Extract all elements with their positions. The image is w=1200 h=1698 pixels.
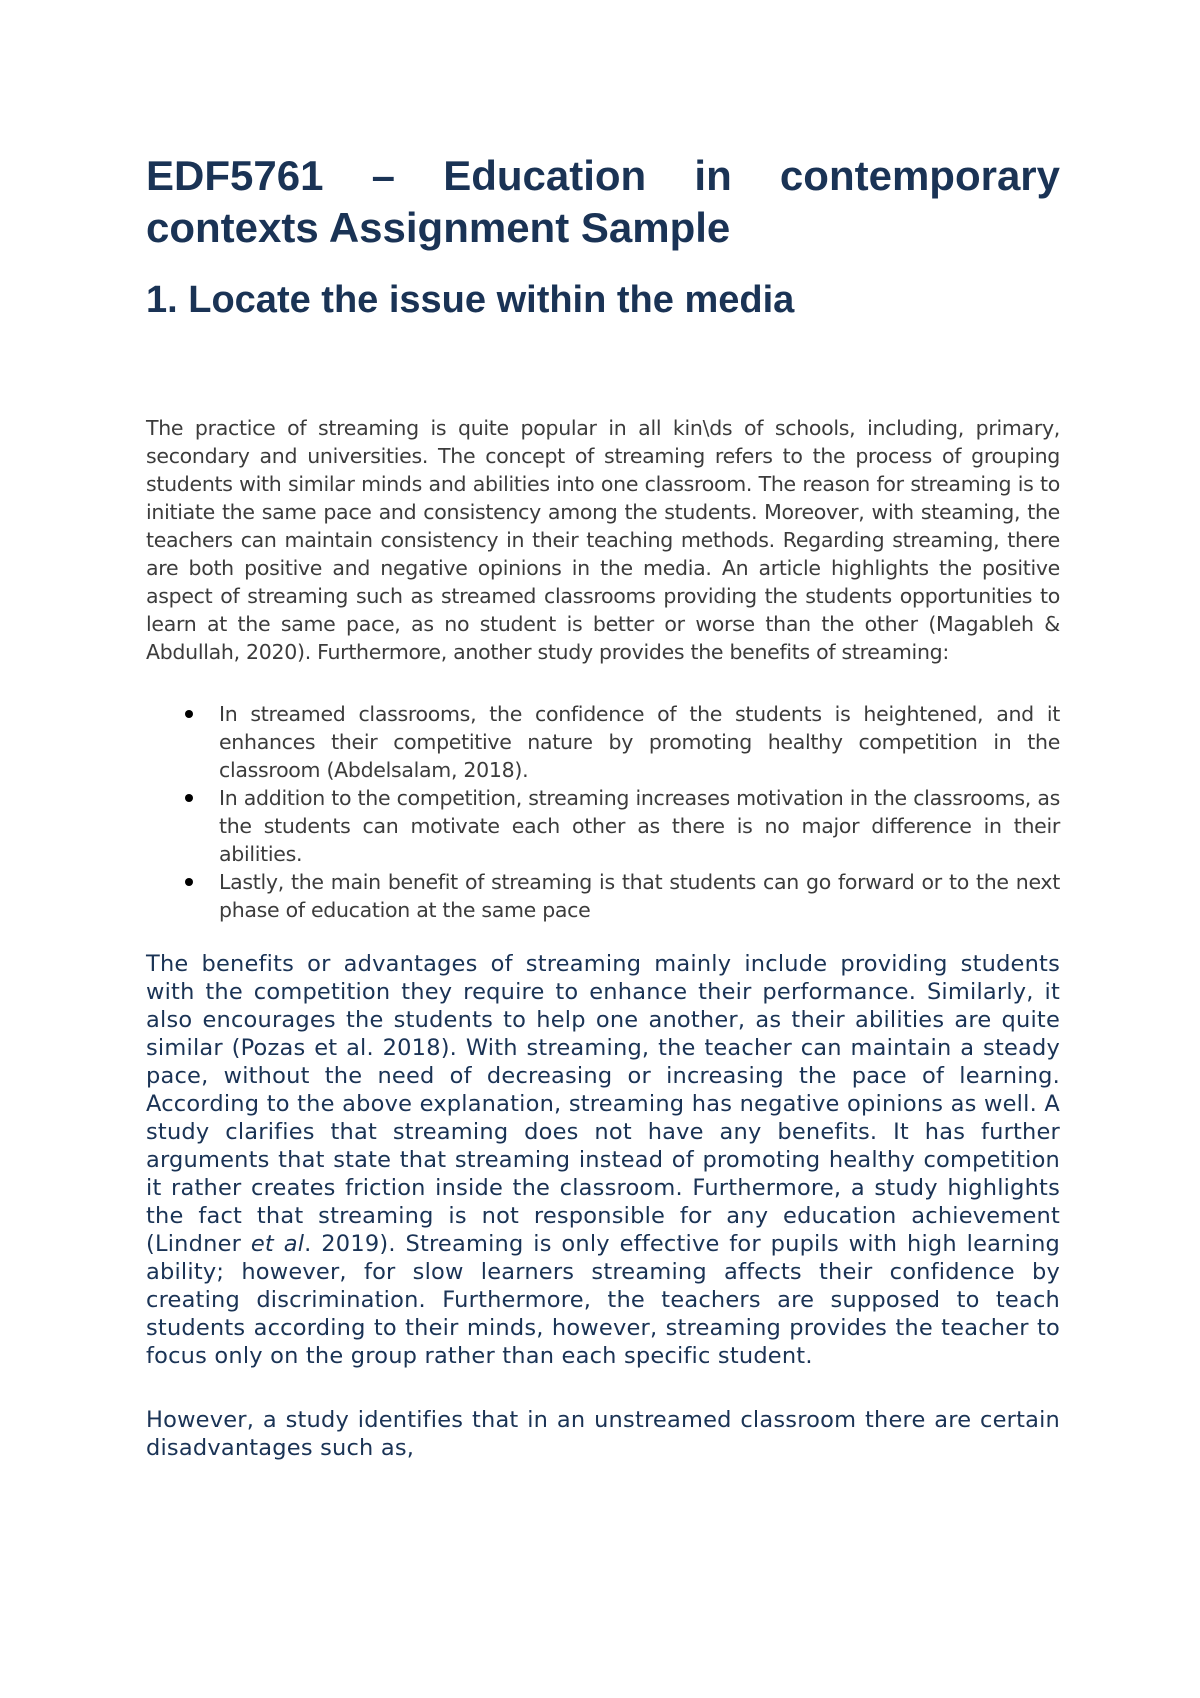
body-paragraph: However, a study identifies that in an unstreamed classroom there are certain disadvantages such as, <box>146 1407 1060 1461</box>
list-item-text: In addition to the competition, streaming increases motivation in the classrooms, as the students can motivate each other as there is no major difference in their abilities. <box>219 786 1060 866</box>
benefits-list <box>146 700 1060 924</box>
bullet-icon <box>185 878 193 886</box>
list-item <box>146 868 1060 924</box>
document-page <box>146 150 1060 1462</box>
bullet-icon <box>185 710 193 718</box>
body-paragraph <box>146 950 1060 1370</box>
list-item <box>146 784 1060 868</box>
list-item <box>146 700 1060 784</box>
intro-paragraph: The practice of streaming is quite popular in all kin\ds of schools, including, primary, secondary and universities. The concept of streaming refers to the process of grouping students with similar minds and abilities into one classroom. The reason for streaming is to initiate the same pace and consistency among the students. Moreover, with steaming, the teachers can maintain consistency in their teaching methods. Regarding streaming, there are both positive and negative opinions in the media. An article highlights the positive aspect of streaming such as streamed classrooms providing the students opportunities to learn at the same pace, as no student is better or worse than the other (Magableh & Abdullah, 2020). Furthermore, another study provides the benefits of streaming: <box>146 416 1060 664</box>
list-item-text: Lastly, the main benefit of streaming is that students can go forward or to the next phase of education at the same pace <box>219 870 1060 922</box>
section-heading: 1. Locate the issue within the media <box>146 279 795 321</box>
bullet-icon <box>185 794 193 802</box>
document-title: EDF5761 – Education in contemporary contexts Assignment Sample <box>146 152 1060 251</box>
body-paragraph-italic: et al <box>250 1231 305 1257</box>
list-item-text: In streamed classrooms, the confidence of the students is heightened, and it enhances their competitive nature by promoting healthy competition in the classroom (Abdelsalam, 2018). <box>219 702 1060 782</box>
body-paragraph-text: The benefits or advantages of streaming mainly include providing students with the competition they require to enhance their performance. Similarly, it also encourages the students to help one another, as their abilities are quite similar (Pozas et al. 2018). With streaming, the teacher can maintain a steady pace, without the need of decreasing or increasing the pace of learning. According to the above explanation, streaming has negative opinions as well. A study clarifies that streaming does not have any benefits. It has further arguments that state that streaming instead of promoting healthy competition it rather creates friction inside the classroom. Furthermore, a study highlights the fact that streaming is not responsible for any education achievement (Lindner <box>146 951 1060 1257</box>
body-paragraph-text: . 2019). Streaming is only effective for pupils with high learning ability; however, for slow learners streaming affects their confidence by creating discrimination. Furthermore, the teachers are supposed to teach students according to their minds, however, streaming provides the teacher to focus only on the group rather than each specific student. <box>146 1231 1061 1369</box>
